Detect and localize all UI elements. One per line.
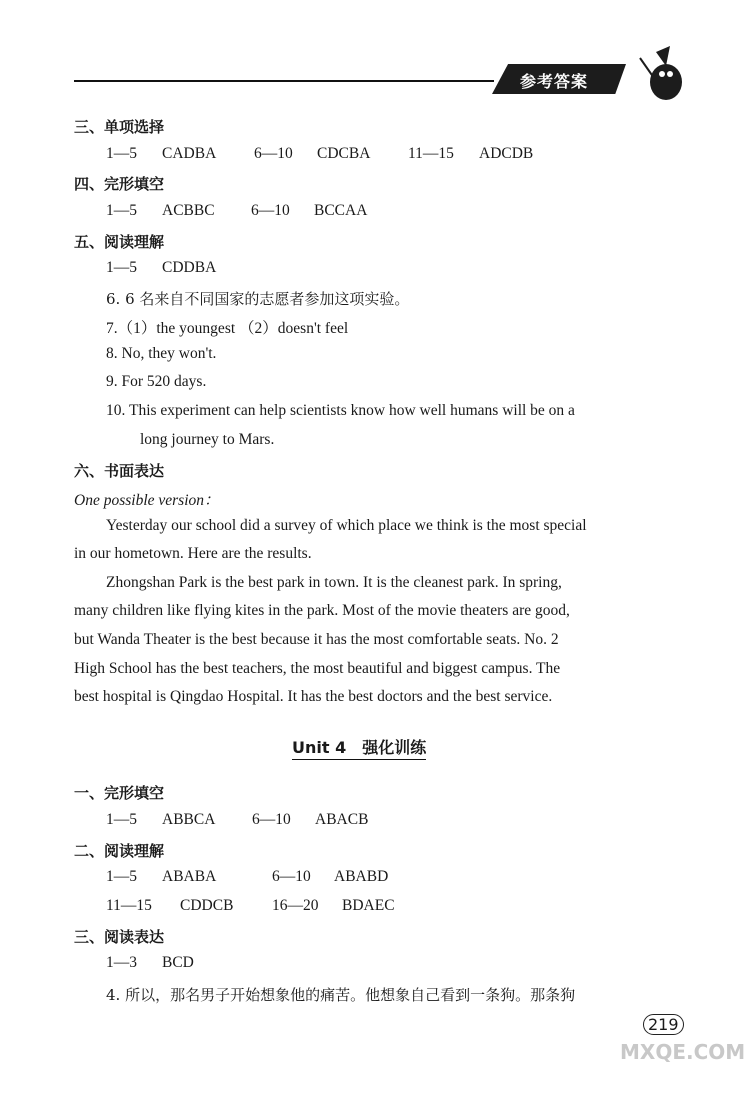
- answer-range: 11—15: [408, 145, 454, 162]
- answer-range: 1—5: [106, 868, 137, 885]
- answer-range: 1—3: [106, 954, 137, 971]
- answer-range: 6—10: [252, 811, 291, 828]
- answer-key: CDDBA: [162, 259, 217, 276]
- answer-key: BCCAA: [314, 202, 368, 219]
- essay-line: High School has the best teachers, the most beautiful and biggest campus. The: [74, 660, 561, 677]
- answer-line: long journey to Mars.: [140, 431, 275, 448]
- answer-key: ABABA: [162, 868, 217, 885]
- answer-range: 1—5: [106, 259, 137, 276]
- section-heading: 四、完形填空: [74, 175, 165, 193]
- answer-range: 16—20: [272, 897, 319, 914]
- answer-key: CDDCB: [180, 897, 234, 914]
- answer-key: BDAEC: [342, 897, 395, 914]
- unit-title: [292, 735, 426, 760]
- section-heading: 五、阅读理解: [74, 233, 165, 251]
- answer-line: 7.（1）the youngest （2）doesn't feel: [106, 320, 349, 337]
- answer-line: 4. 所以，那名男子开始想象他的痛苦。他想象自己看到一条狗。那条狗: [106, 986, 576, 1004]
- answer-line: 10. This experiment can help scientists know how well humans will be on a: [106, 402, 575, 419]
- essay-line: best hospital is Qingdao Hospital. It has the best doctors and the best service.: [74, 688, 553, 705]
- answer-range: 1—5: [106, 811, 137, 828]
- answer-range: 11—15: [106, 897, 152, 914]
- answer-range: 1—5: [106, 202, 137, 219]
- essay-line: many children like flying kites in the park. Most of the movie theaters are good,: [74, 602, 570, 619]
- header-banner-label: 参考答案: [520, 72, 589, 91]
- essay-line: in our hometown. Here are the results.: [74, 545, 312, 562]
- essay-line: but Wanda Theater is the best because it has the most comfortable seats. No. 2: [74, 631, 559, 648]
- section-heading: 一、完形填空: [74, 784, 165, 802]
- answer-range: 6—10: [254, 145, 293, 162]
- page-number: 219: [643, 1014, 684, 1035]
- answer-range: 6—10: [251, 202, 290, 219]
- version-label: One possible version：: [74, 492, 220, 509]
- unit-title-number: Unit 4: [292, 738, 347, 757]
- section-heading: 三、单项选择: [74, 118, 165, 136]
- section-heading: 六、书面表达: [74, 462, 165, 480]
- wizard-mascot-icon: [636, 44, 692, 104]
- answer-line: 6. 6 名来自不同国家的志愿者参加这项实验。: [106, 290, 410, 308]
- essay-line: Yesterday our school did a survey of which place we think is the most special: [106, 517, 587, 534]
- answer-key: CADBA: [162, 145, 217, 162]
- answer-key: ABBCA: [162, 811, 216, 828]
- answer-range: 6—10: [272, 868, 311, 885]
- answer-key: ADCDB: [479, 145, 534, 162]
- unit-title-name: 强化训练: [362, 738, 427, 757]
- answer-key: ACBBC: [162, 202, 215, 219]
- section-heading: 三、阅读表达: [74, 928, 165, 946]
- answer-range: 1—5: [106, 145, 137, 162]
- answer-line: 9. For 520 days.: [106, 373, 207, 390]
- answer-key: ABABD: [334, 868, 389, 885]
- watermark: MXQE.COM: [620, 1040, 746, 1064]
- answer-line: 8. No, they won't.: [106, 345, 217, 362]
- answer-key: ABACB: [315, 811, 369, 828]
- section-heading: 二、阅读理解: [74, 842, 165, 860]
- essay-line: Zhongshan Park is the best park in town. It is the cleanest park. In spring,: [106, 574, 562, 591]
- answer-key: BCD: [162, 954, 194, 971]
- answer-key: CDCBA: [317, 145, 371, 162]
- header-rule: [74, 80, 494, 82]
